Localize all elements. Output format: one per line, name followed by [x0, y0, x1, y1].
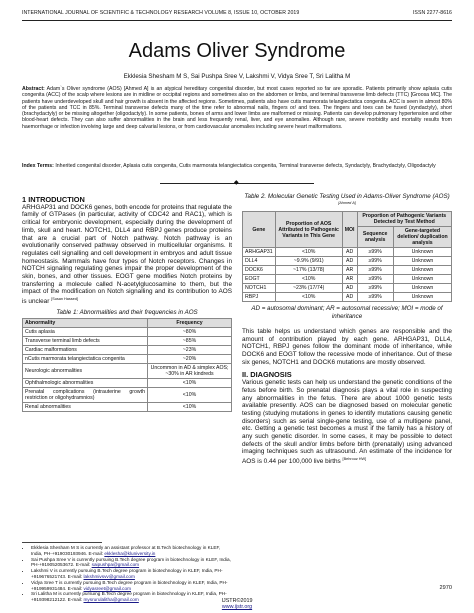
divider-diamond-icon: ◆	[234, 180, 239, 186]
table2	[242, 211, 452, 302]
table-row: nCutis marmorata telangiectatica congenita ~20%	[23, 355, 232, 364]
index-terms-label: Index Terms:	[22, 163, 54, 169]
index-terms	[22, 163, 452, 169]
table-row: Neurologic abnormalities Uncommon in AD & simplex AOS; ~30% in AR kindreds	[23, 364, 232, 379]
running-header	[22, 10, 452, 20]
table2-header-row	[243, 212, 452, 227]
header-rule	[22, 20, 452, 21]
footer-copyright: IJSTR©2019	[221, 598, 253, 604]
abstract-label: Abstract:	[22, 86, 45, 92]
table-row: Transverse terminal limb defects ~85%	[23, 337, 232, 346]
table-row: Renal abnormalities <10%	[23, 403, 232, 412]
table2-note: AD = autosomal dominant; AR = autosomal recessive; MOI = mode of inheritance	[251, 305, 443, 320]
diagnosis-text: Various genetic tests can help us understand the genetic conditions of the fetus before birth. So prenatal diagnosis plays a vital role in suspecting any abnormalities in the fetus. There are about 1000 genetic tests available presently. AOS can be diagnosed based on molecular genetic testing (studying mutations in genes to identify mutations causing genetic disorders) such as serial single-gene testing, use of a multigene panel, etc. Getting a genetic test becomes a must if the family has a history of any such genetic disorder. In some cases, it may be possible to detect defects of the skull and/or limbs before birth (prenatally) using advanced imaging techniques such as ultrasound. An estimate of the incidence for AOS is 0.44 per 100,000 live births [Behrouz HW]	[242, 379, 452, 466]
table2-header-deletion: Gene-targeted deletion/ duplication analysis	[393, 227, 451, 248]
table-row: Prenatal complications (intrauterine growth restriction or oligohydramnios) <10%	[23, 388, 232, 403]
diagnosis-citation: [Behrouz HW]	[342, 457, 367, 462]
table-row: Ophthalmologic abnormalities <10%	[23, 379, 232, 388]
table-row: Cardiac malformations ~23%	[23, 346, 232, 355]
email-link[interactable]: saipushpa@gmail.com	[91, 562, 140, 568]
email-link[interactable]: mysrurulalitha@gmail.com	[83, 597, 139, 603]
footnote-item: • Ekklesia Shesham M S is currently an assistant professor at B.Tech biotechnology in KLEF, India, PH-+919030193946. E-mail: ekklesha@kluniversity.in	[31, 545, 232, 557]
table-row: EOGT <10% AR ≥99% Unknown	[243, 275, 452, 284]
table2-header-proportion: Proportion of AOS Attributed to Pathogenic Variants in This Gene	[275, 212, 342, 248]
table-row: DLL4 ~9.9% (9/91) AD ≥99% Unknown	[243, 257, 452, 266]
table1-header-abnormality: Abnormality	[23, 319, 148, 328]
right-column	[242, 193, 452, 466]
footnote-item: • Vidya Sree T is currently pursuing B.Tech degree program in biotechnology in KLEF, India, PH-+919959931484. E-mail: vidyasreet@gmail.com	[31, 580, 232, 592]
page-footer	[0, 598, 474, 610]
table2-header-gene: Gene	[243, 212, 276, 248]
footer-website-link[interactable]: www.ijstr.org	[221, 604, 253, 611]
journal-header: INTERNATIONAL JOURNAL OF SCIENTIFIC & TECHNOLOGY RESEARCH VOLUME 8, ISSUE 10, OCTOBER 2019	[22, 10, 300, 16]
footnote-item: • Sri Lalitha M is currently pursuing B.Tech degree program in biotechnology in KLEF, India, PH-+919398212122. E-mail: mysrurulalitha@gmail.com	[31, 591, 232, 603]
page-number: 2970	[439, 585, 452, 591]
table1-header-row	[23, 319, 232, 328]
table1-caption: Table 1: Abnormalities and their frequencies in AOS	[56, 308, 198, 316]
footnote-item: • Lakshmi V is currently pursuing B.Tech degree program in biotechnology in KLEF, India, PH-+919676521743. E-mail: lakshmivsvv@gmail.com	[31, 568, 232, 580]
paper-title: Adams Oliver Syndrome	[128, 40, 346, 62]
abstract	[22, 86, 452, 130]
email-link[interactable]: lakshmivsvv@gmail.com	[83, 573, 135, 579]
index-terms-text: Inherited congenital disorder, Aplasia cutis congenita, Cutis marmorata telangiectatica congenita, Terminal transverse defects, Syndactyly, Brachydactyly, Oligodactyly	[55, 163, 436, 169]
email-link[interactable]: ekklesha@kluniversity.in	[104, 550, 156, 556]
table-row: ARHGAP31 <10% AD ≥99% Unknown	[243, 248, 452, 257]
intro-text: ARHGAP31 and DOCK6 genes, both encode for proteins that regulate the family of GTPases (in particular, activity of CDC42 and RAC1), which is critical for embryonic development, especially during the development of limb, skull and heart. NOTCH1, DLL4 and RBPJ genes produce proteins that are a crucial part of Notch pathway. Notch pathway is an evolutionarily conserved pathway observed in multicellular organisms. It regulates cell signalling and cell development in embryos and adult tissue homeostasis. Mammals have four types of Notch receptors. Changes in NOTCH signaling regulating genes impair the proper development of the skin, bones, and other tissues. EOGT gene modifies Notch proteins by transferring a molecule called N-acetylglucosamine to them, but the impact of the modification on Notch signalling and its contribution to AOS is unclear [Susan Hassed]	[22, 203, 232, 306]
table2-discussion: This table helps us understand which genes are responsible and the amount of contribution played by each gene. ARHGAP31, DLL4, NOTCH1, RBPJ genes follow the dominant mode of inheritance, while DOCK6 and EOGT follow the recessive mode of inheritance. Out of these six genes, NOTCH1 and DOCK6 mutations are mostly observed.	[242, 327, 452, 366]
table-row: Cutis aplasia ~80%	[23, 328, 232, 337]
intro-citation: [Susan Hassed]	[51, 297, 78, 302]
table2-caption: Table 2. Molecular Genetic Testing Used in Adams-Oliver Syndrome (AOS)[Ahmed A]	[244, 193, 450, 206]
table2-header-sequence: Sequence analysis	[357, 227, 393, 248]
table1-header-frequency: Frequency	[148, 319, 232, 328]
diagnosis-heading: II. DIAGNOSIS	[242, 370, 292, 380]
author-footnotes	[22, 545, 232, 603]
table-row: NOTCH1 ~23% (17/74) AD ≥99% Unknown	[243, 284, 452, 293]
table2-header-moi: MOI	[342, 212, 357, 248]
authors: Ekklesia Shesham M S, Sai Pushpa Sree V, Lakshmi V, Vidya Sree T, Sri Lalitha M	[123, 73, 351, 80]
intro-heading: 1 INTRODUCTION	[22, 195, 85, 204]
abstract-text: Adam`s Oliver syndrome (AOS) [Ahmed A] is an atypical hereditary congenital disorder, but most cases reported so far are sporadic. Patients primarily show aplasia cutis congenita (ACC) of the scalp where lesions are in midline or occipital regions and sometimes also on the abdomen or limbs, and terminal transverse limb defects (TTC) [Groosa MC]. The patients have underdeveloped skull and hair growth is absent in the affected regions. Sometimes, patients also have cutis marmorata telangiectatica congenita. ACC is seen in almost 80% of the patients and TCC in 85%. Terminal transverse defects many of the time refer to abnormal nails, fingers or/ and toes. The fingers and toes can be fused (syndactyly), short (brachydactyly) or be missing altogether (oligodactyly). In some patients, bones of arms and lower limbs are malformed or missing. Patients can develop pulmonary hypertension and other blood-heart defects. They can also suffer abnormalities in the brain and less frequently renal, liver, and eye anomalies. Although rare, severe morbidity and mortality results from haemorrhage or infection involving large and deep calvarial lesions, or from cardiovascular anomalies including severe heart malformations.	[22, 86, 453, 130]
table2-header-detected: Proportion of Pathogenic Variants Detected by Test Method	[357, 212, 452, 227]
email-link[interactable]: vidyasreet@gmail.com	[83, 585, 131, 591]
issn: ISSN 2277-8616	[412, 10, 452, 16]
table-row: RBPJ <10% AD ≥99% Unknown	[243, 293, 452, 302]
table1	[22, 318, 232, 412]
left-column	[22, 196, 232, 412]
footnote-item: • Sai Pushpa Sree V is currently pursuing B.Tech degree program in biotechnology in KLEF, India, PH-+919052053672. E-mail: saipushpa@gmail.com	[31, 557, 232, 569]
table-row: DOCK6 ~17% (13/78) AR ≥99% Unknown	[243, 266, 452, 275]
footnote-rule	[22, 542, 102, 543]
